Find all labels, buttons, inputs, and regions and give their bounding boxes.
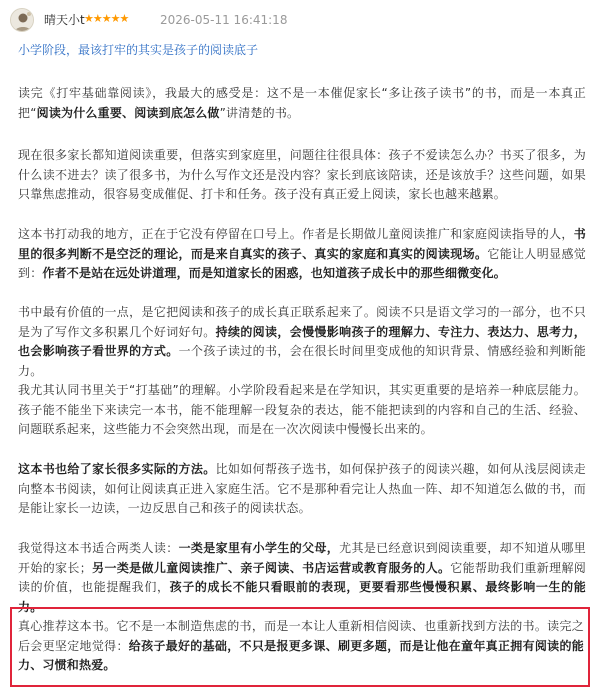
review-paragraph-1 xyxy=(18,84,586,123)
review-paragraph-4 xyxy=(18,303,586,381)
text-segment: 我尤其认同书里关于“打基础”的理解。小学阶段看起来是在学知识，其实更重要的是培养一种底层能力。孩子能不能坐下来读完一本书，能不能理解一段复杂的表达，能不能把读到的内容和自己的生活、经验、问题联系起来，这些能力不会突然出现，而是在一次次阅读中慢慢长出来的。 xyxy=(18,383,586,436)
text-segment: 读完《打牢基础靠阅读》，我最大的感受是：这不是一本催促家长“多让孩子读书”的书，而是一本真正把“ xyxy=(18,86,586,120)
avatar[interactable] xyxy=(10,8,34,32)
text-segment: 我觉得这本书适合两类人读： xyxy=(18,541,179,555)
text-segment: 书中最有价值的一点，是它把阅读和孩子的成长真正联系起来了。阅读不只是语文学习的一部分，也不只是为了写作文多积累几个好词好句。 xyxy=(18,305,586,339)
bold-text-segment: 给孩子最好的基础，不只是报更多课、刷更多题，而是让他在童年真正拥有阅读的能力、习惯和热爱。 xyxy=(18,638,584,672)
text-segment: 它能让人明显感觉到： xyxy=(18,246,586,280)
text-segment: 尤其是已经意识到阅读重要，却不知道从哪里开始的家长； xyxy=(18,541,586,575)
bold-text-segment: 书里的很多判断不是空泛的理论，而是来自真实的孩子、真实的家庭和真实的阅读现场。 xyxy=(18,227,586,261)
review-paragraph-7 xyxy=(18,539,586,617)
bold-text-segment: 阅读为什么重要、阅读到底怎么做 xyxy=(36,105,220,120)
text-segment: 现在很多家长都知道阅读重要，但落实到家庭里，问题往往很具体：孩子不爱读怎么办？书买了很多，为什么读不进去？读了很多书，为什么写作文还是没内容？家长到底该陪读，还是该放手？这些问题，如果只靠焦虑推动，很容易变成催促、打卡和任务。孩子没有真正爱上阅读，家长也越来越累。 xyxy=(18,148,586,201)
text-segment: 这本书打动我的地方，正在于它没有停留在口号上。作者是长期做儿童阅读推广和家庭阅读指导的人， xyxy=(18,227,574,241)
text-segment: 一个孩子读过的书，会在很长时间里变成他的知识背景、情感经验和判断能力。 xyxy=(18,344,586,378)
review-paragraph-6 xyxy=(18,460,586,519)
review-paragraph-5 xyxy=(18,381,586,440)
bold-text-segment: 另一类是做儿童阅读推广、亲子阅读、书店运营或教育服务的人。 xyxy=(91,560,451,575)
bold-text-segment: 这本书也给了家长很多实际的方法。 xyxy=(18,462,216,476)
username[interactable]: 晴天小t xyxy=(44,13,85,27)
bold-text-segment: 孩子的成长不能只看眼前的表现，更要看那些慢慢积累、最终影响一生的能力。 xyxy=(18,580,587,614)
bold-text-segment: 作者不是站在远处讲道理，而是知道家长的困惑，也知道孩子成长中的那些细微变化。 xyxy=(42,266,507,280)
bold-text-segment: 一类是家里有小学生的父母， xyxy=(178,541,340,555)
text-segment: 比如如何帮孩子选书，如何保护孩子的阅读兴趣，如何从浅层阅读走向整本书阅读，如何让阅读真正进入家庭生活。它不是那种看完让人热血一阵、却不知道怎么做的书，而是能让家长一边读，一边反思自己和孩子的阅读状态。 xyxy=(18,462,586,515)
bold-text-segment: 持续的阅读，会慢慢影响孩子的理解力、专注力、表达力、思考力，也会影响孩子看世界的方式。 xyxy=(18,324,586,358)
timestamp: 2026-05-11 16:41:18 xyxy=(160,13,288,27)
text-segment: 它能帮助我们重新理解阅读的价值，也能提醒我们， xyxy=(18,560,587,594)
review-header xyxy=(0,0,600,40)
text-segment: ”讲清楚的书。 xyxy=(219,105,300,120)
review-title: 小学阶段，最该打牢的其实是孩子的阅读底子 xyxy=(18,43,259,57)
review-paragraph-8 xyxy=(18,617,584,676)
star-rating: ★★★★★ xyxy=(84,12,129,25)
avatar-image xyxy=(11,9,34,32)
text-segment: 真心推荐这本书。它不是一本制造焦虑的书，而是一本让人重新相信阅读、也重新找到方法的书。读完之后会更坚定地觉得： xyxy=(18,619,584,653)
review-paragraph-3 xyxy=(18,225,586,284)
review-paragraph-2 xyxy=(18,146,586,205)
